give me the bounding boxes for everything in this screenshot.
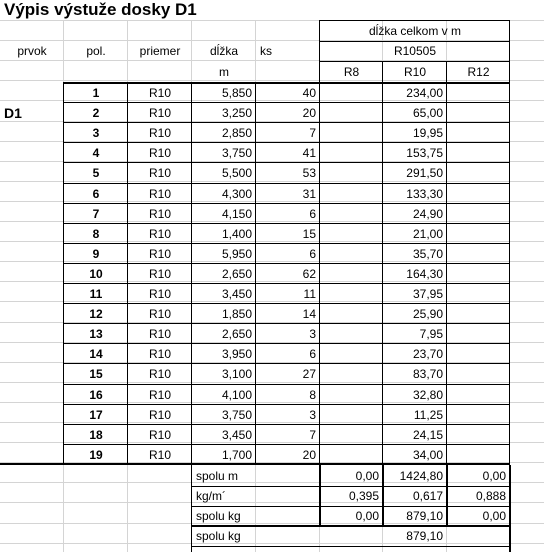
cell-ks[interactable]: 62 (302, 266, 316, 281)
cell-priemer[interactable]: R10 (148, 246, 171, 261)
cell-dlzka[interactable]: 5,950 (221, 246, 252, 261)
cell-ks[interactable]: 6 (309, 246, 316, 261)
cell-priemer[interactable]: R10 (148, 86, 171, 100)
cell-r10[interactable]: 24,90 (412, 206, 443, 221)
cell-dlzka[interactable]: 2,850 (221, 126, 252, 141)
cell-priemer[interactable]: R10 (148, 387, 171, 402)
cell-priemer[interactable]: R10 (148, 206, 171, 221)
cell-priemer[interactable]: R10 (148, 407, 171, 422)
cell-r10[interactable]: 34,00 (412, 447, 443, 462)
cell-pol[interactable]: 8 (92, 226, 100, 241)
cell-priemer[interactable]: R10 (148, 166, 171, 181)
cell-ks[interactable]: 27 (302, 367, 316, 382)
cell-dlzka[interactable]: 5,850 (221, 86, 252, 100)
cell-ks[interactable]: 20 (302, 447, 316, 462)
cell-ks[interactable]: 7 (309, 427, 316, 442)
cell-dlzka[interactable]: 4,100 (221, 387, 252, 402)
cell-pol[interactable]: 1 (92, 86, 100, 100)
cell-pol[interactable]: 13 (89, 327, 103, 342)
summary-label[interactable]: kg/m´ (196, 489, 226, 504)
cell-dlzka[interactable]: 3,250 (221, 106, 252, 121)
cell-ks[interactable]: 6 (309, 347, 316, 362)
cell-dlzka[interactable]: 1,850 (221, 307, 252, 322)
cell-dlzka[interactable]: 2,650 (221, 327, 252, 342)
cell-priemer[interactable]: R10 (148, 367, 171, 382)
cell-r10[interactable]: 11,25 (413, 407, 443, 422)
cell-priemer[interactable]: R10 (148, 126, 171, 141)
cell-r10[interactable]: 24,15 (412, 427, 443, 442)
summary-r10[interactable]: 879,10 (406, 509, 443, 524)
cell-pol[interactable]: 7 (92, 206, 100, 221)
cell-r10[interactable]: 35,70 (412, 246, 443, 261)
border (509, 83, 510, 465)
cell-priemer[interactable]: R10 (148, 186, 171, 201)
cell-pol[interactable]: 4 (92, 146, 100, 161)
cell-pol[interactable]: 18 (89, 427, 103, 442)
cell-pol[interactable]: 19 (89, 447, 103, 462)
cell-r10[interactable]: 65,00 (412, 106, 443, 121)
cell-r10[interactable]: 164,30 (406, 266, 443, 281)
cell-ks[interactable]: 7 (309, 126, 316, 141)
cell-pol[interactable]: 6 (92, 186, 100, 201)
cell-pol[interactable]: 12 (89, 307, 103, 322)
cell-r10[interactable]: 21,00 (412, 226, 443, 241)
cell-pol[interactable]: 10 (89, 266, 103, 281)
cell-dlzka[interactable]: 3,450 (221, 287, 252, 301)
cell-priemer[interactable]: R10 (148, 266, 171, 281)
cell-pol[interactable]: 11 (89, 287, 103, 301)
cell-ks[interactable]: 11 (303, 287, 316, 301)
cell-priemer[interactable]: R10 (148, 226, 171, 241)
total-label[interactable]: spolu kg (196, 529, 241, 543)
cell-priemer[interactable]: R10 (148, 307, 171, 322)
cell-ks[interactable]: 6 (309, 206, 316, 221)
header-grade[interactable]: R10505 (393, 44, 437, 58)
cell-r10[interactable]: 32,80 (412, 387, 443, 402)
header-r8[interactable]: R8 (343, 65, 360, 79)
cell-priemer[interactable]: R10 (148, 146, 171, 161)
cell-priemer[interactable]: R10 (148, 327, 171, 342)
cell-priemer[interactable]: R10 (148, 347, 171, 362)
cell-dlzka[interactable]: 3,950 (221, 347, 252, 362)
cell-dlzka[interactable]: 1,400 (221, 226, 252, 241)
cell-pol[interactable]: 3 (92, 126, 100, 141)
summary-r8[interactable]: 0,00 (355, 509, 379, 524)
cell-ks[interactable]: 8 (309, 387, 316, 402)
header-r10[interactable]: R10 (403, 65, 426, 79)
cell-dlzka[interactable]: 1,700 (221, 447, 252, 462)
summary-r12[interactable]: 0,00 (482, 509, 506, 524)
cell-dlzka[interactable]: 5,500 (221, 166, 252, 181)
cell-pol[interactable]: 15 (89, 367, 103, 382)
header-prvok[interactable]: prvok (17, 44, 47, 58)
cell-priemer[interactable]: R10 (148, 287, 171, 301)
cell-r10[interactable]: 83,70 (412, 367, 443, 382)
cell-ks[interactable]: 20 (302, 106, 316, 121)
cell-r10[interactable]: 23,70 (412, 347, 443, 362)
cell-pol[interactable]: 5 (92, 166, 100, 181)
cell-pol[interactable]: 14 (89, 347, 103, 362)
cell-dlzka[interactable]: 4,150 (221, 206, 252, 221)
cell-dlzka[interactable]: 4,300 (221, 186, 252, 201)
cell-r10[interactable]: 19,95 (412, 126, 443, 141)
cell-pol[interactable]: 2 (92, 106, 100, 121)
summary-r8[interactable]: 0,395 (348, 489, 379, 504)
summary-label[interactable]: spolu m (196, 469, 239, 483)
cell-priemer[interactable]: R10 (148, 427, 171, 442)
total-value[interactable]: 879,10 (406, 529, 443, 543)
summary-label[interactable]: spolu kg (196, 509, 241, 524)
summary-r12[interactable]: 0,888 (475, 489, 506, 504)
header-pol[interactable]: pol. (86, 44, 106, 58)
summary-r12[interactable]: 0,00 (482, 469, 506, 483)
cell-dlzka[interactable]: 2,650 (221, 266, 252, 281)
cell-priemer[interactable]: R10 (148, 447, 171, 462)
element-label[interactable]: D1 (4, 105, 22, 121)
cell-ks[interactable]: 31 (302, 186, 316, 201)
summary-r8[interactable]: 0,00 (355, 469, 379, 483)
header-priemer[interactable]: priemer (139, 44, 181, 58)
cell-pol[interactable]: 9 (92, 246, 100, 261)
cell-dlzka[interactable]: 3,750 (221, 146, 252, 161)
cell-priemer[interactable]: R10 (148, 106, 171, 121)
cell-r10[interactable]: 133,30 (406, 186, 443, 201)
cell-ks[interactable]: 3 (309, 327, 316, 342)
header-group-label[interactable]: dĺžka celkom v m (368, 24, 462, 38)
cell-dlzka[interactable]: 3,450 (221, 427, 252, 442)
cell-ks[interactable]: 53 (302, 166, 316, 181)
cell-r10[interactable]: 291,50 (406, 166, 443, 181)
cell-ks[interactable]: 41 (302, 146, 316, 161)
cell-ks[interactable]: 40 (302, 86, 316, 100)
summary-r10[interactable]: 0,617 (412, 489, 443, 504)
cell-dlzka[interactable]: 3,100 (221, 367, 252, 382)
cell-r10[interactable]: 234,00 (406, 86, 443, 100)
sheet-title[interactable]: Výpis výstuže dosky D1 (4, 0, 197, 19)
cell-r10[interactable]: 7,95 (419, 327, 443, 342)
cell-r10[interactable]: 153,75 (406, 146, 443, 161)
border (191, 546, 511, 547)
cell-ks[interactable]: 15 (302, 226, 316, 241)
cell-pol[interactable]: 17 (89, 407, 103, 422)
cell-ks[interactable]: 3 (309, 407, 316, 422)
header-unit-m[interactable]: m (219, 65, 229, 79)
cell-pol[interactable]: 16 (89, 387, 103, 402)
cell-r10[interactable]: 25,90 (412, 307, 443, 322)
summary-r10[interactable]: 1424,80 (399, 469, 443, 483)
cell-r10[interactable]: 37,95 (412, 287, 443, 301)
cell-ks[interactable]: 14 (302, 307, 316, 322)
header-r12[interactable]: R12 (467, 65, 490, 79)
header-dlzka[interactable]: dĺžka (209, 44, 238, 58)
cell-dlzka[interactable]: 3,750 (221, 407, 252, 422)
header-ks[interactable]: ks (260, 44, 272, 58)
